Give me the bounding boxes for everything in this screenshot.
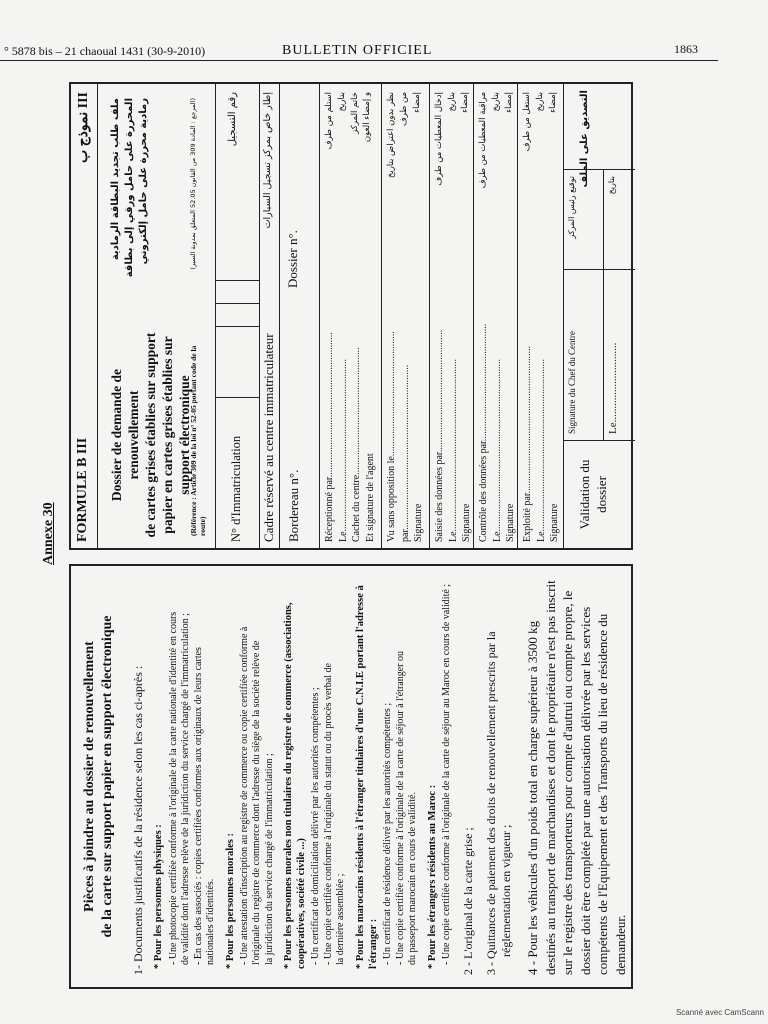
chef-signature-arabic-cell: توقيع رئيس المركز بتاريخ bbox=[563, 169, 635, 270]
formule-b3-form bbox=[69, 82, 633, 550]
rotated-page-content bbox=[35, 75, 635, 995]
bordereau-row bbox=[279, 84, 320, 548]
validation-label: Validation du dossier bbox=[563, 440, 635, 548]
form-title: FORMULE B III bbox=[75, 437, 90, 542]
physiques-label: * Pour les personnes physiques : bbox=[153, 824, 165, 969]
controle-row: Contrôle des données par............................................... Le..................................................................... Signature مراقبة المعطيات من طرف بتاريخ إمضاء bbox=[473, 84, 518, 548]
immatriculation-row bbox=[215, 84, 260, 548]
cadre-row bbox=[259, 84, 280, 548]
immat-cell[interactable] bbox=[215, 327, 259, 398]
immatriculation-label: N° d'Immatriculation bbox=[229, 435, 243, 542]
dossier-number-label: Dossier n°. bbox=[285, 230, 300, 288]
journal-title: BULLETIN OFFICIEL bbox=[282, 43, 433, 58]
non-titulaires-label: * Pour les personnes morales non titulaires du registre de commerce (associations, coopératives, société civile ...) bbox=[283, 602, 308, 969]
dossier-title-arabic: ملف طلب تجديد البطاقة الرمادية المحررة على حامل ورقي إلى بطاقة رمادية محررة على حامل إلكتروني bbox=[110, 98, 149, 278]
vu-sans-opposition-row: Vu sans opposition le.................................................. par.................................................................. Signature نظر بدون اعتراض بتاريخ من طرف إمضاء bbox=[381, 84, 430, 548]
le-label: Le............................. bbox=[607, 342, 619, 434]
immat-cell[interactable] bbox=[215, 281, 259, 304]
documents-box: Pièces à joindre au dossier de renouvellement de la carte sur support papier en support électronique 1- Documents justificatifs de la résidence selon les cas ci-après : * Pour les personnes physiques : - Une photocopie certifiée conforme à l'originale de la carte nationale d'identité en cours de validité dont l'adresse relève de la juridiction du service chargé de l'immatriculation ; - En cas des associés : copies certifiées conformes aux originaux de leurs cartes nationales d'identités. * Pour les personnes morales : - Une attestation d'inscription au registre de commerce ou copie certifiée conforme à l'originale du registre de commerce dont l'adresse du siège de la société relève de la juridiction du service chargé de l'immatriculation ; * Pour les personnes morales non titulaires du registre de commerce (associations, coopératives, société civile ...) - Un certificat de domiciliation délivré par les autorités compétentes ; - Une copie certifiée conforme à l'originale du statut ou du procès verbal de la dernière assemblée ; * Pour les marocains résidents à l'étranger titulaires d'une C.N.I.E portant l'adresse à l'étranger : - Un certificat de résidence délivré par les autorités compétentes ; - Une copie certifiée conforme à l'originale de la carte de séjour à l'étranger ou du passeport marocain en cours de validité. * Pour les étrangers résidents au Maroc : - Une copie certifiée conforme à l'originale de la carte de séjour au Maroc en cours de validité ; 2 - L'original de la carte grise ; 3 - Quittances de paiement des droits de renouvellement prescrits par la réglementation en vigueur ; 4 - Pour les véhicules d'un poids total en charge supérieur à 3500 kg destinés au transport de marchandises et dont le propriétaire n'est pas inscrit sur le registre des transporteurs pour compte d'autrui ou compte propre, le dossier doit être complété par une autorisation délivrée par les services compétents de l'Equipement et des Transports du lieu de résidence du demandeur. bbox=[69, 564, 633, 989]
item-4: 4 - Pour les véhicules d'un poids total en charge supérieur à 3500 kg destinés au transport de marchandises et dont le propriétaire n'est pas inscrit sur le registre des transporteurs pour compte d'autrui ou compte propre, le dossier doit être complété par une autorisation délivrée par les services compétents de l'Equipement et des Transports du lieu de résidence du demandeur. bbox=[525, 580, 628, 975]
header-rule bbox=[0, 60, 718, 61]
reference-text: (Référence : Article 309 de la loi n° 52-05 portant code de la route) bbox=[189, 345, 207, 536]
validation-label-arabic: التصديق على الملف bbox=[579, 90, 590, 188]
reference-arabic: (المرجع : المادة 309 من القانون 52.05 المتعلق بمدونة السير) bbox=[189, 98, 197, 270]
item-3: 3 - Quittances de paiement des droits de renouvellement prescrits par la réglementation en vigueur ; bbox=[484, 631, 514, 975]
item-1: 1- Documents justificatifs de la résidence selon les cas ci-après : bbox=[131, 665, 146, 975]
dossier-title: Dossier de demande de renouvellement de cartes grises établies sur support papier en cartes grises établies sur support électronique bbox=[109, 332, 192, 538]
documents-title: Pièces à joindre au dossier de renouvellement de la carte sur support papier en support électronique bbox=[82, 615, 116, 938]
saisie-row: Saisie des données par................................................. Le..................................................................... Signature إدخال المعطيات من طرف بتاريخ إمضاء bbox=[429, 84, 474, 548]
bordereau-label: Bordereau n°. bbox=[286, 469, 301, 542]
form-header bbox=[71, 84, 98, 548]
morales-label: * Pour les personnes morales : bbox=[224, 832, 236, 969]
exploite-row: Exploité par........................................................... Le..................................................................... Signature استغل من طرف بتاريخ إمضاء bbox=[517, 84, 564, 548]
item-2: 2 - L'original de la carte grise ; bbox=[461, 827, 476, 975]
scan-watermark: Scanné avec CamScann bbox=[675, 1008, 764, 1017]
validation-row bbox=[563, 84, 635, 548]
annexe-title: Annexe 30 bbox=[41, 502, 56, 565]
etrangers-label: * Pour les étrangers résidents au Maroc : bbox=[426, 784, 438, 969]
chef-signature-cell bbox=[563, 269, 635, 440]
immat-cell[interactable] bbox=[215, 304, 259, 327]
marocains-label: * Pour les marocains résidents à l'étranger titulaires d'une C.N.I.E portant l'adresse à l'étranger : bbox=[354, 585, 379, 969]
immatriculation-label-arabic: رقم التسجيل bbox=[227, 92, 238, 147]
page-header bbox=[0, 30, 768, 62]
cadre-label-arabic: إطار خاص بمركز تسجيل السيارات bbox=[262, 92, 273, 229]
cadre-label: Cadre réservé au centre immatriculateur bbox=[261, 333, 276, 542]
page-number: 1863 bbox=[674, 42, 698, 56]
form-title-arabic: نموذج ب III bbox=[76, 92, 91, 164]
chef-signature-label: Signature du Chef du Centre bbox=[567, 331, 577, 434]
form-description bbox=[97, 84, 216, 548]
immat-cell[interactable] bbox=[215, 258, 259, 281]
immatriculation-cells[interactable] bbox=[215, 258, 259, 398]
receptionne-row: Réceptionné par.......................................................... Le..................................................................... Cachet du centre................................................... Et signature de l'agent استلم من طرف بتاريخ خاتم المركز و إمضاء العون bbox=[319, 84, 382, 548]
issue-info: ° 5878 bis – 21 chaoual 1431 (30-9-2010) bbox=[4, 44, 206, 58]
